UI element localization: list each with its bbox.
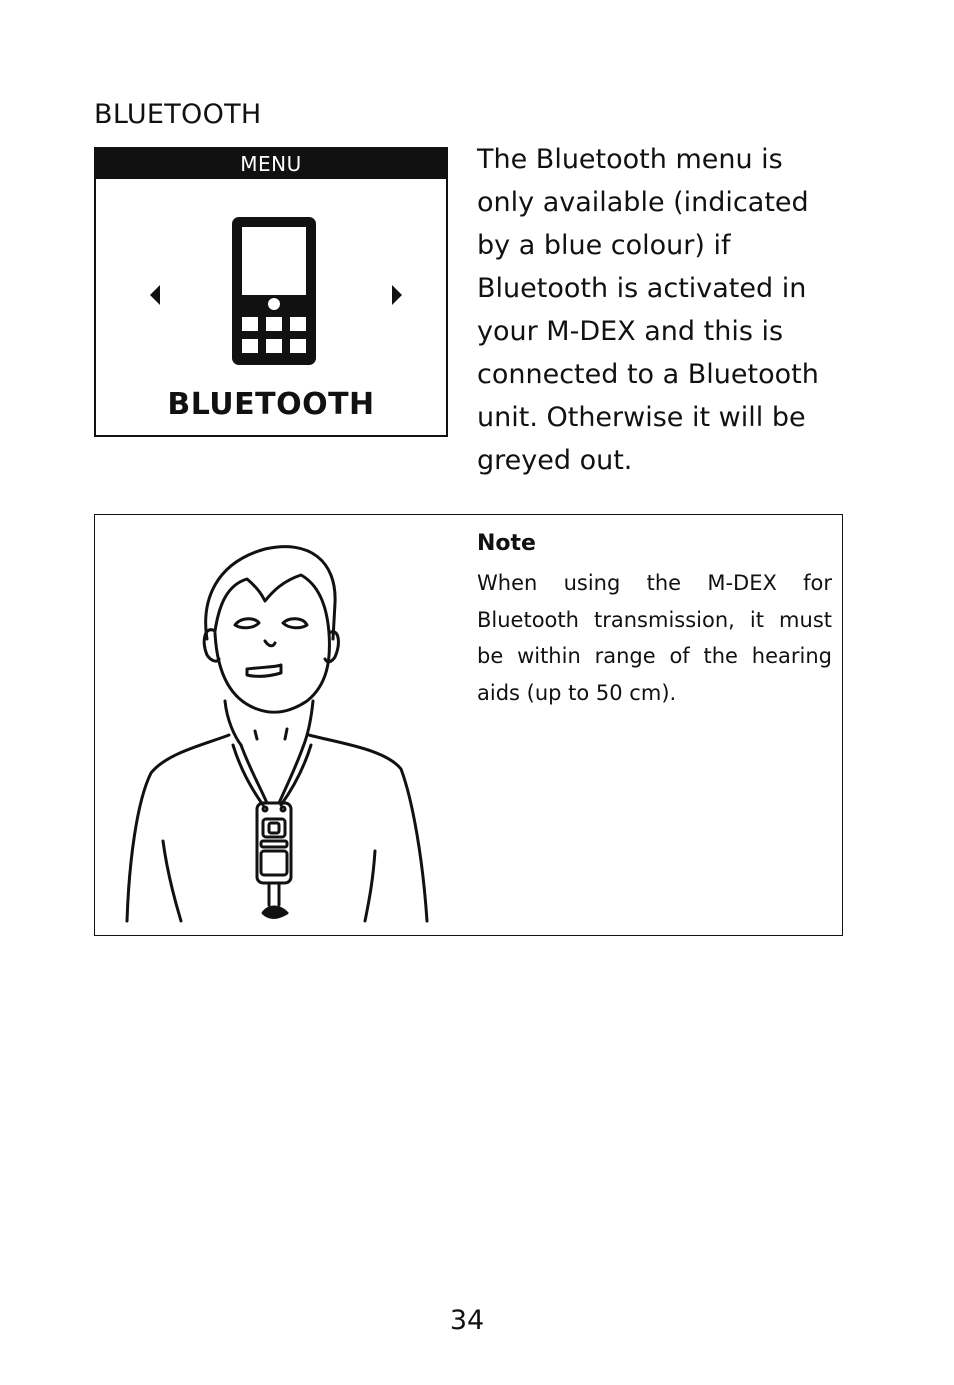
note-box [94,514,843,936]
page-number: 34 [449,1305,485,1336]
triangle-right-icon [390,284,404,306]
menu-bar: MENU [96,149,446,179]
person-with-neckloop-illustration [123,541,433,925]
note-title: Note [477,531,536,556]
menu-item-label: BLUETOOTH [167,387,375,422]
mobile-phone-icon [230,215,318,367]
triangle-left-icon [148,284,162,306]
description-text: The Bluetooth menu is only available (indicated by a blue colour) if Bluetooth is activated in your M-DEX and this is connected to a Bluetooth unit. Otherwise it will be greyed out. [477,144,819,476]
section-heading: BLUETOOTH [94,99,262,130]
note-text: When using the M-DEX for Bluetooth transmission, it must be within range of the hearing aids (up to 50 cm). [477,571,832,705]
menu-screen [94,147,448,437]
